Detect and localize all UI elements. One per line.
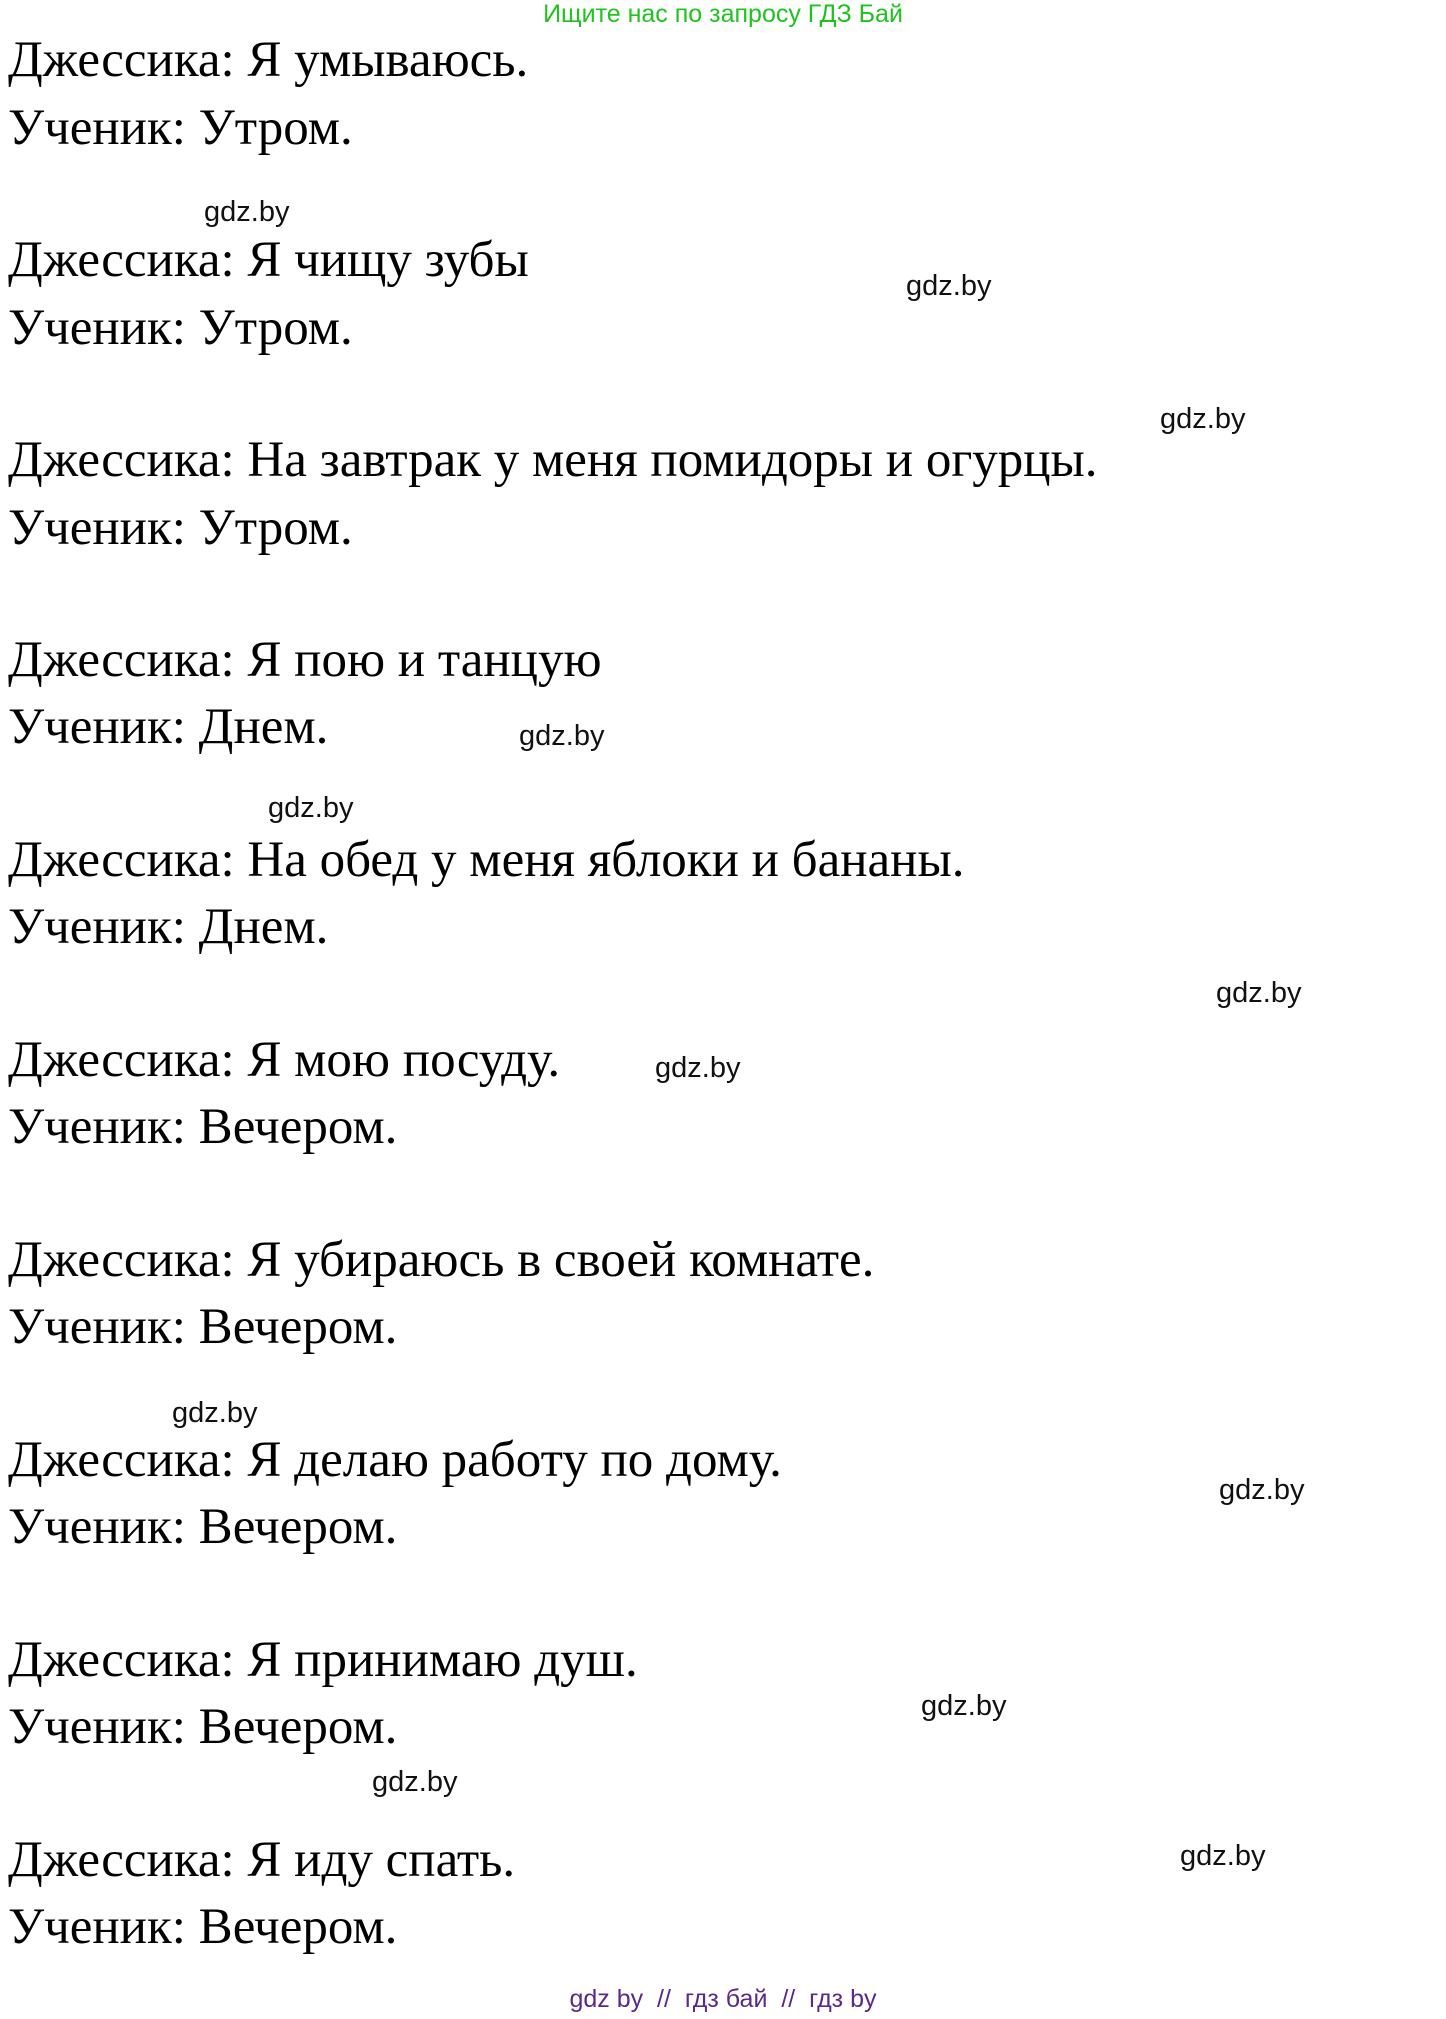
jessica-line-9: Джессика: Я принимаю душ. [8, 1632, 638, 1688]
watermark: gdz.by [268, 792, 354, 824]
jessica-line-3: Джессика: На завтрак у меня помидоры и огурцы. [8, 432, 1098, 488]
student-line-3: Ученик: Утром. [8, 500, 353, 556]
jessica-line-10: Джессика: Я иду спать. [8, 1832, 516, 1888]
student-line-2: Ученик: Утром. [8, 300, 353, 356]
watermark: gdz.by [204, 196, 290, 228]
watermark: gdz.by [1219, 1474, 1305, 1506]
watermark: gdz.by [655, 1052, 741, 1084]
student-line-9: Ученик: Вечером. [8, 1699, 398, 1755]
jessica-line-8: Джессика: Я делаю работу по дому. [8, 1432, 782, 1488]
jessica-line-1: Джессика: Я умываюсь. [8, 32, 529, 88]
watermark: gdz.by [921, 1690, 1007, 1722]
jessica-line-7: Джессика: Я убираюсь в своей комнате. [8, 1232, 875, 1288]
watermark: gdz.by [1180, 1840, 1266, 1872]
watermark: gdz.by [519, 720, 605, 752]
top-banner: Ищите нас по запросу ГДЗ Бай [543, 0, 903, 28]
student-line-5: Ученик: Днем. [8, 899, 329, 955]
watermark: gdz.by [172, 1397, 258, 1429]
student-line-1: Ученик: Утром. [8, 100, 353, 156]
jessica-line-5: Джессика: На обед у меня яблоки и бананы. [8, 832, 965, 888]
watermark: gdz.by [372, 1766, 458, 1798]
footer-links: gdz by // гдз бай // гдз by [569, 1985, 877, 2013]
student-line-8: Ученик: Вечером. [8, 1499, 398, 1555]
watermark: gdz.by [1160, 403, 1246, 435]
student-line-7: Ученик: Вечером. [8, 1299, 398, 1355]
watermark: gdz.by [1216, 977, 1302, 1009]
watermark: gdz.by [906, 270, 992, 302]
student-line-6: Ученик: Вечером. [8, 1099, 398, 1155]
jessica-line-2: Джессика: Я чищу зубы [8, 232, 529, 288]
jessica-line-4: Джессика: Я пою и танцую [8, 632, 602, 688]
student-line-4: Ученик: Днем. [8, 699, 329, 755]
jessica-line-6: Джессика: Я мою посуду. [8, 1032, 561, 1088]
student-line-10: Ученик: Вечером. [8, 1899, 398, 1955]
